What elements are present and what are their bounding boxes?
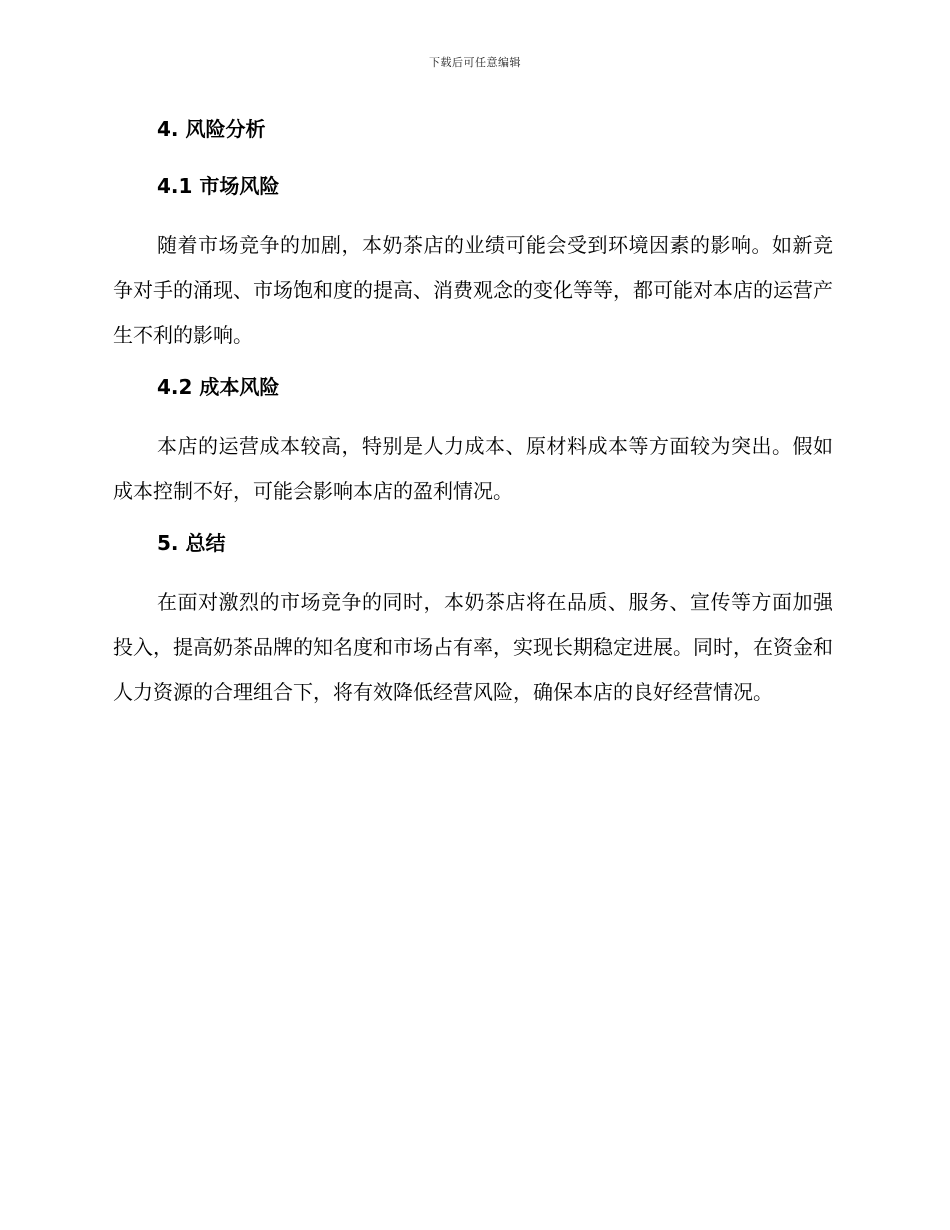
market-risk-paragraph: 随着市场竞争的加剧，本奶茶店的业绩可能会受到环境因素的影响。如新竞争对手的涌现、市场饱和度的提高、消费观念的变化等等，都可能对本店的运营产生不利的影响。 — [113, 233, 833, 347]
document-body — [113, 112, 833, 715]
section-heading-risk-analysis: 4. 风险分析 — [157, 117, 266, 141]
page-header: 下载后可任意编辑 — [429, 56, 521, 69]
cost-risk-paragraph: 本店的运营成本较高，特别是人力成本、原材料成本等方面较为突出。假如成本控制不好，可能会影响本店的盈利情况。 — [113, 434, 833, 503]
section-heading-summary: 5. 总结 — [157, 531, 226, 555]
spacer — [113, 514, 833, 526]
subsection-heading-market-risk: 4.1 市场风险 — [157, 174, 280, 198]
summary-paragraph: 在面对激烈的市场竞争的同时，本奶茶店将在品质、服务、宣传等方面加强投入，提高奶茶品牌的知名度和市场占有率，实现长期稳定进展。同时，在资金和人力资源的合理组合下，将有效降低经营风险，确保本店的良好经营情况。 — [113, 590, 833, 704]
spacer — [113, 358, 833, 370]
subsection-heading-cost-risk: 4.2 成本风险 — [157, 375, 280, 399]
